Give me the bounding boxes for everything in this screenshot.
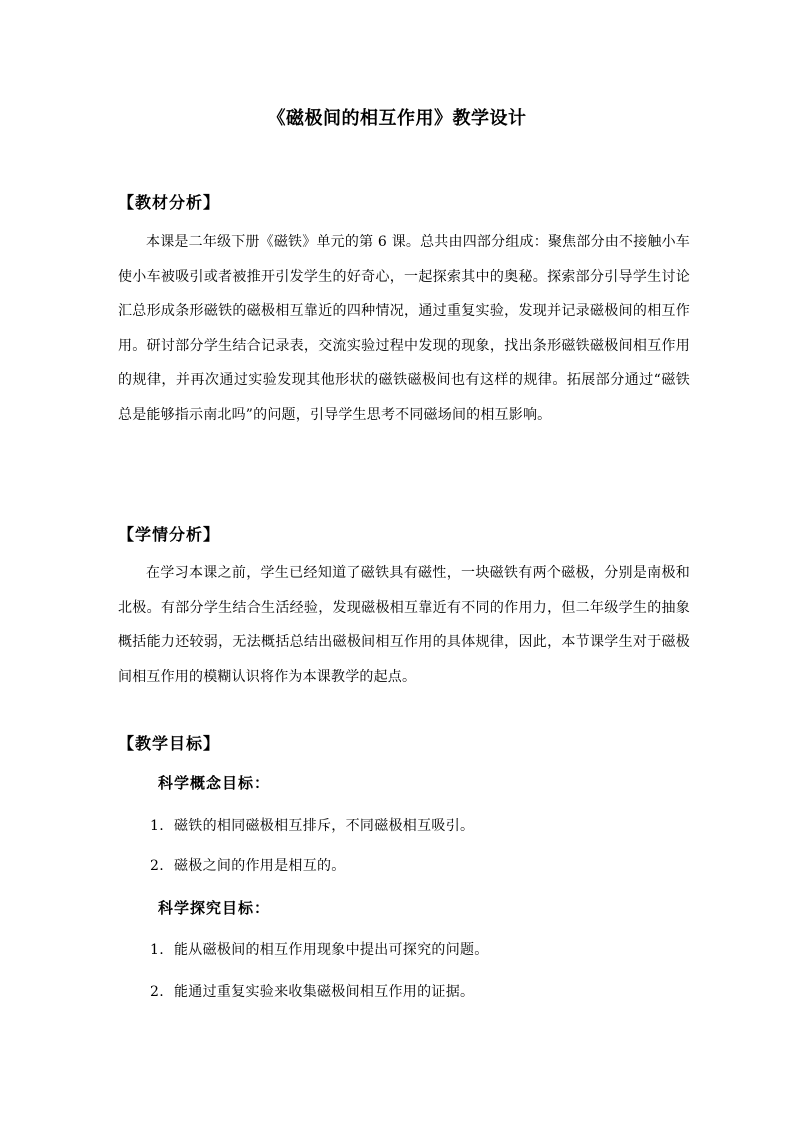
heading-teaching-goals: 【教学目标】 — [118, 734, 221, 753]
list-item-text: 磁极之间的作用是相互的。 — [174, 858, 346, 874]
list-item-number: 2. — [150, 858, 164, 874]
paragraph-learner-analysis: 在学习本课之前，学生已经知道了磁铁具有磁性，一块磁铁有两个磁极，分别是南极和北极。有部分学生结合生活经验，发现磁极相互靠近有不同的作用力，但二年级学生的抽象概括能力还较弱，无法概括总结出磁极间相互作用的具体规律，因此，本节课学生对于磁极间相互作用的模糊认识将作为本课教学的起点。 — [118, 565, 690, 685]
heading-material-analysis: 【教材分析】 — [118, 193, 221, 212]
list-item-text: 磁铁的相同磁极相互排斥，不同磁极相互吸引。 — [174, 818, 475, 834]
document-title: 《磁极间的相互作用》教学设计 — [267, 108, 527, 129]
paragraph-material-analysis: 本课是二年级下册《磁铁》单元的第 6 课。总共由四部分组成：聚焦部分由不接触小车使小车被吸引或者被推开引发学生的好奇心，一起探索其中的奥秘。探索部分引导学生讨论汇总形成条形磁铁的磁极相互靠近的四种情况，通过重复实验，发现并记录磁极间的相互作用。研讨部分学生结合记录表，交流实验过程中发现的现象，找出条形磁铁磁极间相互作用的规律，并再次通过实验发现其他形状的磁铁磁极间也有这样的规律。拓展部分通过“磁铁总是能够指示南北吗”的问题，引导学生思考不同磁场间的相互影响。 — [118, 234, 690, 423]
list-item-number: 1. — [150, 818, 164, 834]
subheading-concept-goals: 科学概念目标： — [158, 774, 271, 792]
list-item — [150, 815, 474, 835]
list-item — [150, 981, 474, 1001]
list-item — [150, 855, 346, 875]
heading-learner-analysis: 【学情分析】 — [118, 525, 221, 544]
list-item-text: 能从磁极间的相互作用现象中提出可探究的问题。 — [174, 942, 489, 958]
subheading-inquiry-goals: 科学探究目标： — [158, 899, 271, 917]
list-item-text: 能通过重复实验来收集磁极间相互作用的证据。 — [174, 984, 475, 1000]
list-item-number: 2. — [150, 984, 164, 1000]
list-item-number: 1. — [150, 942, 164, 958]
list-item — [150, 939, 489, 959]
